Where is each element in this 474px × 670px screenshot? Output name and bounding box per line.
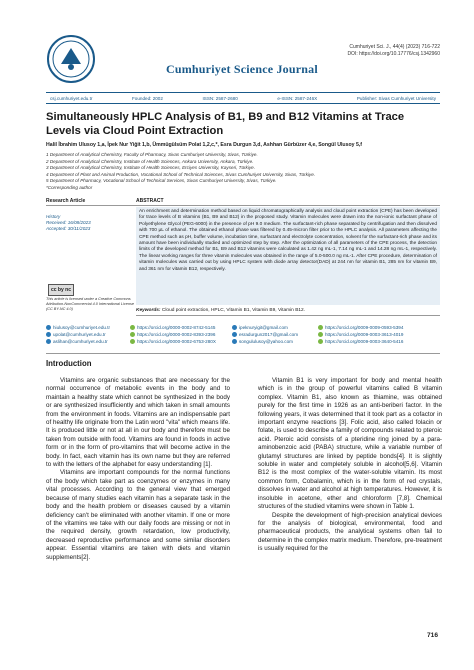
keywords-value: Cloud point extraction, HPLC, Vitamin B1, Vitamin B9, Vitamin B12. [161, 308, 306, 313]
journal-info-bar [46, 93, 440, 103]
contact-text: esradurgun2017@gmail.com [239, 332, 299, 338]
body-column-left [46, 377, 230, 562]
contact-orcid[interactable] [318, 339, 440, 345]
orcid-icon [130, 339, 135, 344]
mail-icon [232, 339, 237, 344]
history-label: History [46, 214, 61, 219]
publisher: Publisher: Sivas Cumhuriyet University [356, 95, 436, 101]
website-link[interactable]: csj.cumhuriyet.edu.tr [50, 95, 93, 101]
orcid-icon [318, 332, 323, 337]
contact-text: songululusoy@yahoo.com [239, 339, 293, 345]
contact-orcid[interactable] [130, 331, 232, 337]
contact-text: https://orcid.org/0009-0003-3613-4019 [325, 332, 404, 338]
founded: Founded: 2002 [132, 95, 163, 101]
mail-icon [232, 325, 237, 330]
received-date: Received: 16/08/2023 [46, 220, 91, 226]
contact-text: https://orcid.org/0009-0009-0593-5394 [325, 324, 404, 330]
contact-email[interactable] [46, 324, 130, 330]
license-text: This article is licensed under a Creative Commons Attribution-NonCommercial 4.0 International License (CC BY-NC 4.0) [46, 297, 135, 311]
contact-orcid[interactable] [130, 339, 232, 345]
keywords-label: Keywords: [136, 308, 161, 313]
accepted-date: Accepted: 30/11/2023 [46, 226, 91, 232]
contact-text: https://orcid.org/0000-0002-8742-5145 [137, 324, 216, 330]
body-paragraph: Vitamins are important compounds for the normal functions of the body which take part as coenzymes or enzymes in many vital processes. According to the general view that emerged because of many studies each vitamin has a separate task in the body and the health problem or diseases caused by a vitamin deficiency can't be eliminated with another vitamin. If one or more of the vitamins we take with our daily foods are missing or not in the required density, growth retardation, low productivity, decreased reproductive performance and some similar disorders appear. Essential vitamins are taken with diets and vitamin supplements[2]. [46, 469, 230, 561]
contact-email[interactable] [46, 339, 130, 345]
orcid-icon [318, 339, 323, 344]
contact-text: https://orcid.org/0000-0002-8393-2396 [137, 332, 216, 338]
contact-orcid[interactable] [318, 331, 440, 337]
mail-icon [46, 325, 51, 330]
contact-text: https://orcid.org/0009-0003-3640-5416 [325, 339, 404, 345]
contact-text: aslihan@cumhuriyet.edu.tr [53, 339, 108, 345]
contact-text: upolat@cumhuriyet.edu.tr [53, 332, 106, 338]
section-divider [46, 353, 440, 354]
page-number: 716 [426, 632, 438, 639]
section-title: Introduction [46, 359, 92, 368]
affiliation: 2 Department of Analytical Chemistry, Institute of Health Sciences, Ankara University, Ankara, Türkiye. [46, 158, 254, 164]
contact-orcid[interactable] [130, 324, 232, 330]
contact-text: https://orcid.org/0000-0002-6753-280X [137, 339, 216, 345]
journal-header [46, 34, 440, 90]
citation: Cumhuriyet Sci. J., 44(4) (2023) 716-722 [349, 44, 440, 50]
article-title: Simultaneously HPLC Analysis of B1, B9 and B12 Vitamins at Trace Levels via Cloud Point Extraction [46, 111, 405, 137]
contact-text: ipeknuryigit@gmail.com [239, 324, 288, 330]
author-list: Halil İbrahim Ulusoy 1,a, İpek Nur Yiğit 1,b, Ümmügülsüm Polat 1,2,c,*, Esra Durgun 3,d, Ashhan Gürbüzer 4,e, Songül Ulusoy 5,f [46, 142, 363, 148]
affiliation: 3 Department of Analytical Chemistry, Institute of Health Sciences, Erciyes University, Kayseri, Türkiye. [46, 165, 256, 171]
keywords [136, 308, 440, 316]
abstract-text: An enrichment and determination method based on liquid chromatographically analysis and cloud point extraction (CPE) has been developed for trace levels of B vitamins (B1, B9 and B12) in the proposed study. Vitamin molecules were drawn into the non-ionic surfactant phase of Polyethylene Glycol (PEG-6000) in the presence of pH 9.0 medium. The surfactant-rich phase separated by centrifugation and then dissolved with 700 µL of ethanol. The obtained ethanol phase was filtered by 0.45-micron filter prior to the HPLC analysis. All parameters affecting the CPE method such as pH, buffer volume, incubation time, surfactant and electrolyte concentration, solvent for the surfactant-rich phase and its amount have been individually studied and optimized step by step. After the optimization of all parameters of the CPE process, the detection limits of the developed method for B1, B9 and B12 vitamins were calculated as 1.42 ng mL-1, 7.14 ng mL-1 and 14.28 ng mL-1, respectively. The linear working ranges for three vitamin molecules was obtained in the range of 5.0-500.0 ng mL-1. After CPE procedure, determination of vitamin molecules was carried out by using HPLC system with diode array detector(DAD) at 244 nm for vitamin B1, 285 nm for vitamin B9, and 361 nm for vitamin B12, respectively. [136, 207, 440, 305]
doi-link[interactable]: DOI: https://doi.org/10.17776/csj.1342960 [347, 51, 440, 57]
contact-email[interactable] [46, 331, 130, 337]
cc-badge-text: cc by nc [50, 287, 71, 293]
contact-email[interactable] [232, 324, 318, 330]
contact-text: hiulusoy@cumhuriyet.edu.tr [53, 324, 111, 330]
orcid-icon [318, 325, 323, 330]
mail-icon [46, 332, 51, 337]
affiliation: 4 Department of Plant and Animal Production, Vocational School of Technical Sciences, Sivas Cumhuriyet University, Sivas, Türkiye. [46, 171, 316, 177]
mail-icon [232, 332, 237, 337]
orcid-icon [130, 325, 135, 330]
mail-icon [46, 339, 51, 344]
journal-logo-icon [46, 34, 96, 84]
affiliation: 5 Department of Pharmacy, Vocational School of Technical Services, Sivas Cumhuriyet University, Sivas, Türkiye. [46, 178, 277, 184]
journal-meta [347, 44, 440, 58]
body-column-right [258, 377, 442, 554]
contact-orcid[interactable] [318, 324, 440, 330]
journal-title: Cumhuriyet Science Journal [166, 62, 318, 76]
body-paragraph: Vitamin B1 is very important for body and mental health which is in the group of powerful vitamins called B vitamin complex. Vitamin B1, also known as thiamine, was obtained purely for the first time in 1926 as an anti-beriberi factor. In the following years, it was determined that it took part as a cofactor in important enzyme reactions [3]. Folic acid, also called folacin or folate, is used to describe a family of compounds related to pteroic acid. Pteroic acid consists of a pteridine ring joined by a para-aminobenzoic acid (PABA) structure, while a variable number of glutamyl structures are linked by peptide bonds[4]. It is slightly soluble in water and completely soluble in alcohol[5,6]. Vitamin B12 is the most complex of the water-soluble vitamin. Its most common form, Cobalamin, which is in the form of red crystals, dissolves in water and alcohol at high temperatures. However, it is insoluble in acetone, ether and chloroform [7,8]. Chemical structures of the studied vitamins were shown in Table 1. [258, 377, 442, 511]
abstract-heading: ABSTRACT [136, 198, 440, 206]
article-history [46, 214, 134, 233]
body-paragraph: Vitamins are organic substances that are necessary for the normal occurrence of metabolic events in the body and to maintain a healthy state which cannot be synthesized in the body or are synthesized insufficiently and which taken in small amounts from the environment in foods. Vitamins are an indispensable part of healthy life originate from the Latin word "vita" which means life. It is produced little or not at all in our body and therefore must be taken from outside with food. Vitamins are found in foods in active form or in the form of pro-vitamins that will become active in the body. In fact, each vitamin has its own name but they are referred to with the letters of the alphabet for easy understanding [1]. [46, 377, 230, 469]
orcid-icon [130, 332, 135, 337]
issn: ISSN: 2587-2680 [202, 95, 238, 101]
contact-email[interactable] [232, 331, 318, 337]
affiliation: 1 Department of Analytical Chemistry, Faculty of Pharmacy, Sivas Cumhuriyet University, Sivas, Türkiye. [46, 152, 258, 157]
corresponding-author-note: *Corresponding author [46, 184, 93, 190]
contact-email[interactable] [232, 339, 318, 345]
research-article-label: Research Article [46, 198, 136, 206]
affiliations [46, 152, 440, 192]
header-rule-bottom [46, 103, 440, 104]
body-paragraph: Despite the development of high-precision analytical devices for the analysis of biological, environmental, food and pharmaceutical products, the analytical systems often fail to determine in the complex matrix medium. Therefore, pre-treatment is usually required for the [258, 511, 442, 553]
eissn: e-ISSN: 2587-246X [277, 95, 318, 101]
cc-license-badge-icon[interactable] [48, 284, 74, 296]
author-contacts [46, 324, 440, 345]
